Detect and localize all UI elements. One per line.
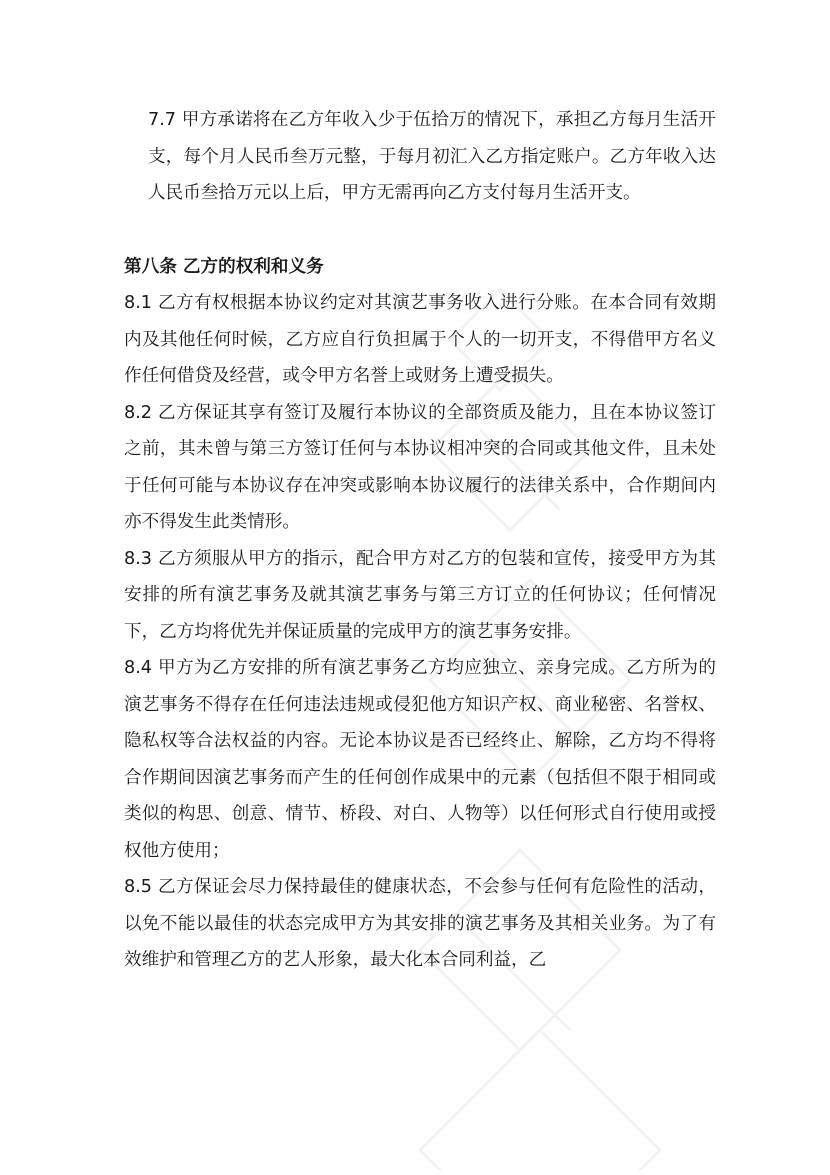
clause-8-1: 8.1 乙方有权根据本协议约定对其演艺事务收入进行分账。在本合同有效期内及其他任何时候，乙方应自行负担属于个人的一切开支，不得借甲方名义作任何借贷及经营，或令甲方名誉上或财务上遭受损失。 <box>124 293 716 386</box>
section-8-heading: 第八条 乙方的权利和义务 <box>124 256 324 277</box>
clause-8-4: 8.4 甲方为乙方安排的所有演艺事务乙方均应独立、亲身完成。乙方所为的演艺事务不得存在任何违法违规或侵犯他方知识产权、商业秘密、名誉权、隐私权等合法权益的内容。无论本协议是否已经终止、解除，乙方均不得将合作期间因演艺事务而产生的任何创作成果中的元素（包括但不限于相同或类似的构思、创意、情节、桥段、对白、人物等）以任何形式自行使用或授权他方使用； <box>124 658 716 861</box>
clause-8-5: 8.5 乙方保证会尽力保持最佳的健康状态，不会参与任何有危险性的活动，以免不能以最佳的状态完成甲方为其安排的演艺事务及其相关业务。为了有效维护和管理乙方的艺人形象，最大化本合同利益，乙 <box>124 877 716 970</box>
clause-7-7: 7.7 甲方承诺将在乙方年收入少于伍拾万的情况下，承担乙方每月生活开支，每个月人民币叁万元整，于每月初汇入乙方指定账户。乙方年收入达人民币叁拾万元以上后，甲方无需再向乙方支付每月生活开支。 <box>148 110 716 203</box>
clause-8-2: 8.2 乙方保证其享有签订及履行本协议的全部资质及能力，且在本协议签订之前，其未曾与第三方签订任何与本协议相冲突的合同或其他文件，且未处于任何可能与本协议存在冲突或影响本协议履行的法律关系中，合作期间内亦不得发生此类情形。 <box>124 402 716 532</box>
clause-8-3: 8.3 乙方须服从甲方的指示，配合甲方对乙方的包装和宣传，接受甲方为其安排的所有演艺事务及就其演艺事务与第三方订立的任何协议；任何情况下，乙方均将优先并保证质量的完成甲方的演艺事务安排。 <box>124 548 716 642</box>
document-body <box>124 102 716 979</box>
